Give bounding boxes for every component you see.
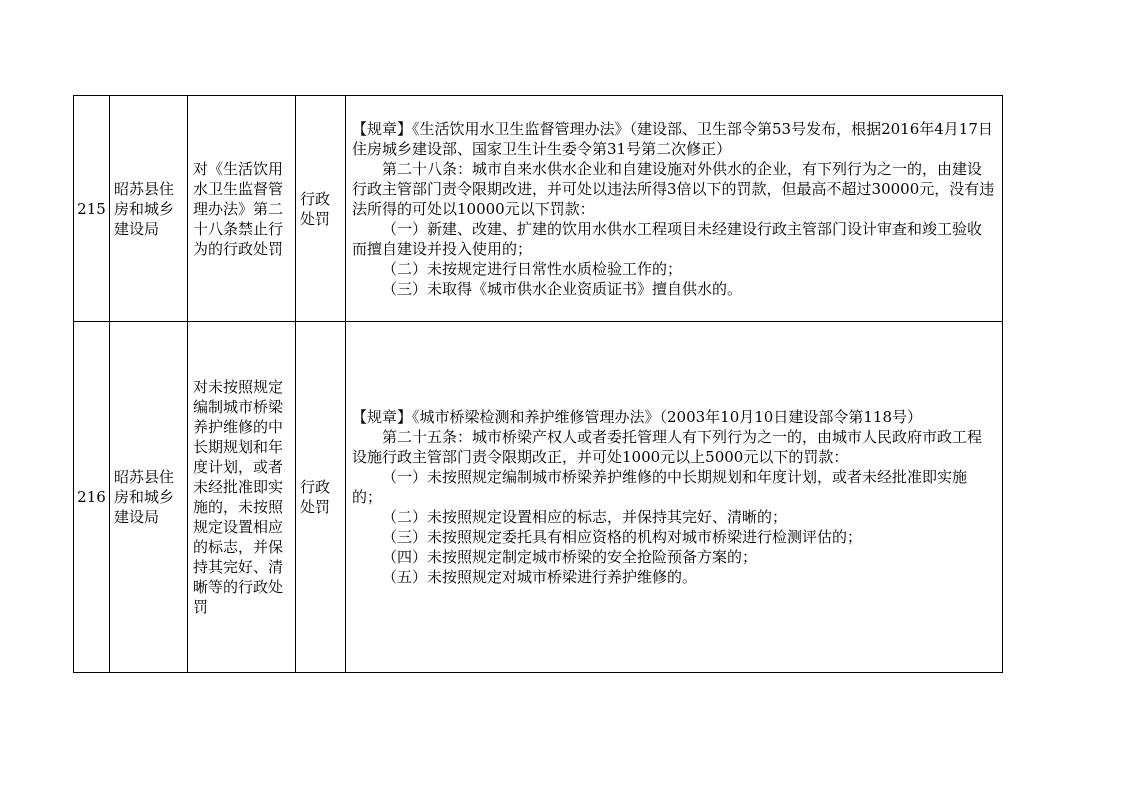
table-row (74, 96, 1003, 322)
basis-line: （三）未取得《城市供水企业资质证书》擅自供水的。 (382, 279, 743, 298)
basis-line: （二）未按照规定设置相应的标志，并保持其完好、清晰的； (382, 508, 788, 526)
row-number: 215 (74, 96, 110, 322)
department-cell: 昭苏县住房和城乡建设局 (110, 322, 188, 673)
basis-line: 【规章】《生活饮用水卫生监督管理办法》（建设部、卫生部令第53号发布，根据2016年4月17日住房城乡建设部、国家卫生计生委令第31号第二次修正） (352, 119, 993, 158)
table-row (74, 322, 1003, 673)
item-name-cell: 对未按照规定编制城市桥梁养护维修的中长期规划和年度计划，或者未经批准即实施的，未按照规定设置相应的标志，并保持其完好、清晰等的行政处罚 (188, 322, 296, 673)
legal-basis-cell (346, 322, 1003, 673)
basis-line: 【规章】《城市桥梁检测和养护维修管理办法》（2003年10月10日建设部令第118号） (352, 408, 922, 426)
basis-line: （一）未按照规定编制城市桥梁养护维修的中长期规划和年度计划，或者未经批准即实施的； (352, 468, 968, 506)
basis-line: （一）新建、改建、扩建的饮用水供水工程项目未经建设行政主管部门设计审查和竣工验收而擅自建设并投入使用的； (352, 219, 983, 258)
basis-line: 第二十八条：城市自来水供水企业和自建设施对外供水的企业，有下列行为之一的，由建设行政主管部门责令限期改进，并可处以违法所得3倍以下的罚款，但最高不超过30000元，没有违法所得的可处以10000元以下罚款： (352, 159, 995, 218)
legal-basis-cell (346, 96, 1003, 322)
department-cell: 昭苏县住房和城乡建设局 (110, 96, 188, 322)
basis-line: （五）未按照规定对城市桥梁进行养护维修的。 (382, 568, 698, 586)
row-number: 216 (74, 322, 110, 673)
item-name-cell: 对《生活饮用水卫生监督管理办法》第二十八条禁止行为的行政处罚 (188, 96, 296, 322)
power-type-cell: 行政处罚 (296, 322, 346, 673)
basis-line: （二）未按规定进行日常性水质检验工作的； (382, 259, 683, 278)
basis-line: 第二十五条：城市桥梁产权人或者委托管理人有下列行为之一的，由城市人民政府市政工程设施行政主管部门责令限期改正，并可处1000元以上5000元以下的罚款： (352, 428, 983, 466)
table-sheet (73, 95, 1002, 675)
power-type-cell: 行政处罚 (296, 96, 346, 322)
basis-line: （三）未按照规定委托具有相应资格的机构对城市桥梁进行检测评估的； (382, 528, 863, 546)
basis-line: （四）未按照规定制定城市桥梁的安全抢险预备方案的； (382, 548, 758, 566)
penalty-table (73, 95, 1003, 673)
